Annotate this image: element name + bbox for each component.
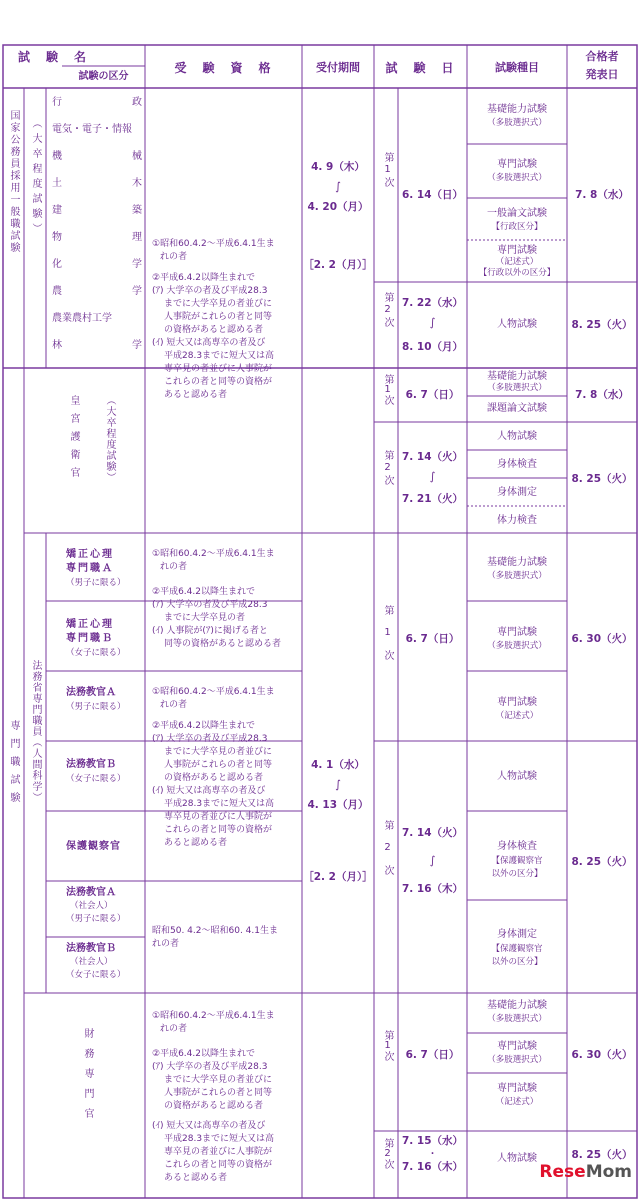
exam-type-name: 専門試験 bbox=[497, 1041, 537, 1052]
elig-line: ②平成6.4.2以降生まれで bbox=[152, 273, 255, 283]
shakaijin-b-name: 法務教官Ｂ bbox=[66, 943, 116, 954]
exam-type-note: 【保護観察官 bbox=[491, 856, 543, 866]
header-result-1: 合格者 bbox=[585, 50, 619, 63]
senmon-reception-extra: ［2. 2（月）］ bbox=[303, 871, 373, 883]
exam-type-name: 身体検査 bbox=[497, 459, 537, 470]
exam-type-name: 身体測定 bbox=[497, 487, 537, 498]
kokka-reception-to: 4. 20（月） bbox=[307, 201, 369, 213]
kokka-second-from: 7. 22（水） bbox=[401, 297, 464, 309]
shakaijin-a-note: （男子に限る） bbox=[66, 914, 126, 924]
exam-type-note: 以外の区分】 bbox=[491, 957, 543, 967]
elig-line: あると認める者 bbox=[164, 390, 228, 400]
elig-line: ①昭和60.4.2～平成6.4.1生ま bbox=[152, 549, 275, 559]
elig-line: までに大学卒見の者 bbox=[164, 613, 246, 623]
kokka-reception-from: 4. 9（木） bbox=[311, 161, 365, 173]
koguu-first-date: 6. 7（日） bbox=[405, 389, 460, 401]
houmu-first-date: 6. 7（日） bbox=[405, 633, 460, 645]
elig-line: の資格があると認める者 bbox=[164, 773, 264, 783]
elig-line: 平成28.3までに短大又は高 bbox=[164, 799, 275, 809]
exam-type-note: （記述式） bbox=[495, 711, 539, 721]
zaimu-first-label: 第1次 bbox=[382, 1030, 393, 1061]
elig-line: の資格があると認める者 bbox=[164, 1101, 264, 1111]
senmon-reception-to: 4. 13（月） bbox=[307, 799, 369, 811]
senmon-reception-sep: ∫ bbox=[335, 778, 341, 791]
exam-type-name: 身体検査 bbox=[497, 841, 537, 852]
division-item: 農業農村工学 bbox=[52, 313, 112, 324]
elig-line: までに大学卒見の者並びに bbox=[164, 1075, 273, 1085]
header-reception: 受付期間 bbox=[316, 61, 360, 74]
koguu-second-result: 8. 25（火） bbox=[571, 473, 633, 485]
exam-type-name: 課題論文試験 bbox=[487, 403, 547, 414]
houmu-second-to: 7. 16（木） bbox=[401, 883, 464, 895]
elig-line: (ｲ) 短大又は高専卒の者及び bbox=[152, 338, 266, 348]
exam-type-name: 基礎能力試験 bbox=[487, 557, 547, 568]
kokka-reception-sep: ∫ bbox=[335, 180, 341, 193]
exam-type-name: 人物試験 bbox=[497, 771, 537, 782]
elig-line: ①昭和60.4.2～平成6.4.1生ま bbox=[152, 1011, 275, 1021]
zaimu-second-label: 第2次 bbox=[382, 1138, 393, 1169]
logo-right: Mom bbox=[585, 1162, 632, 1182]
houmu-group-label: 法務省専門職員（人間科学） bbox=[30, 660, 41, 803]
exam-type-note: 【行政区分】 bbox=[491, 222, 543, 232]
shakaijin-a-name: 法務教官Ａ bbox=[66, 887, 116, 898]
hogo-kansatsukan: 保護観察官 bbox=[66, 841, 121, 852]
header-exam-type: 試験種目 bbox=[495, 61, 539, 74]
elig-line: (ｱ) 大学卒の者及び平成28.3 bbox=[152, 600, 268, 610]
koguu-second-to: 7. 21（火） bbox=[401, 493, 464, 505]
elig-line: ②平成6.4.2以降生まれで bbox=[152, 721, 255, 731]
elig-line: ①昭和60.4.2～平成6.4.1生ま bbox=[152, 239, 275, 249]
exam-type-name: 人物試験 bbox=[497, 431, 537, 442]
kyousei-a-line1: 矯正心理 bbox=[66, 549, 114, 560]
kyousei-a-line2: 専門職Ａ bbox=[66, 563, 114, 574]
division-item: 行 政 bbox=[52, 97, 142, 108]
houmu-first-label: 第1次 bbox=[382, 605, 393, 672]
division-item: 電気・電子・情報 bbox=[52, 124, 132, 135]
exam-type-note: 【行政以外の区分】 bbox=[478, 268, 556, 278]
elig-line: (ｲ) 短大又は高専卒の者及び bbox=[152, 1121, 266, 1131]
kyousei-a-note: （男子に限る） bbox=[66, 578, 126, 588]
zaimu-second-from: 7. 15（水） bbox=[401, 1135, 464, 1147]
kokka-first-date: 6. 14（日） bbox=[401, 189, 464, 201]
kokka-group-label: 国家公務員採用一般職試験 bbox=[8, 110, 19, 254]
exam-type-note: （記述式） bbox=[495, 257, 539, 267]
elig-line: これらの者と同等の資格が bbox=[164, 377, 273, 387]
division-item: 土 木 bbox=[52, 178, 142, 189]
kokka-first-result: 7. 8（水） bbox=[575, 189, 629, 201]
exam-type-note: （記述式） bbox=[495, 1097, 539, 1107]
zaimu-first-result: 6. 30（火） bbox=[571, 1049, 633, 1061]
elig-line: (ｲ) 人事院が(ｱ)に掲げる者と bbox=[152, 626, 268, 636]
resemom-logo bbox=[539, 1162, 632, 1182]
exam-type-name: 専門試験 bbox=[497, 245, 537, 256]
kokka-second-label: 第2次 bbox=[382, 292, 393, 329]
elig-line: までに大学卒見の者並びに bbox=[164, 299, 273, 309]
zaimu-second-type: 人物試験 bbox=[497, 1153, 537, 1164]
elig-line: ①昭和60.4.2～平成6.4.1生ま bbox=[152, 687, 275, 697]
kyousei-b-line2: 専門職Ｂ bbox=[66, 633, 114, 644]
elig-line: これらの者と同等の資格が bbox=[164, 1160, 273, 1170]
senmon-reception-from: 4. 1（水） bbox=[311, 759, 365, 771]
shakaijin-b-sub: （社会人） bbox=[70, 957, 113, 967]
zaimu-second-sep: ・ bbox=[427, 1149, 438, 1160]
elig-line: 平成28.3までに短大又は高 bbox=[164, 351, 275, 361]
exam-type-name: 専門試験 bbox=[497, 697, 537, 708]
exam-type-note: 以外の区分】 bbox=[491, 869, 543, 879]
elig-line: 専卒見の者並びに人事院が bbox=[164, 812, 273, 822]
exam-type-name: 基礎能力試験 bbox=[487, 104, 547, 115]
koguu-name: 皇宮護衛官 bbox=[68, 395, 79, 485]
header-name: 試 験 名 bbox=[17, 50, 88, 64]
kokka-second-sep: ∫ bbox=[429, 316, 436, 329]
division-item: 林 学 bbox=[52, 340, 142, 351]
elig-line: 人事院がこれらの者と同等 bbox=[164, 760, 273, 770]
exam-type-name: 専門試験 bbox=[497, 1083, 537, 1094]
elig-line: れの者 bbox=[160, 1024, 188, 1034]
elig-line: 専卒見の者並びに人事院が bbox=[164, 364, 273, 374]
houmu-second-sep: ∫ bbox=[429, 854, 436, 867]
elig-line: 専卒見の者並びに人事院が bbox=[164, 1147, 273, 1157]
zaimu-name: 財務専門官 bbox=[82, 1028, 93, 1128]
houmu-first-result: 6. 30（火） bbox=[571, 633, 633, 645]
division-item: 物 理 bbox=[52, 232, 142, 243]
kokka-second-result: 8. 25（火） bbox=[571, 319, 633, 331]
elig-line: 平成28.3までに短大又は高 bbox=[164, 1134, 275, 1144]
elig-line: ②平成6.4.2以降生まれで bbox=[152, 1049, 255, 1059]
elig-line: (ｲ) 短大又は高専卒の者及び bbox=[152, 786, 266, 796]
division-item: 機 械 bbox=[52, 151, 142, 162]
exam-type-name: 体力検査 bbox=[497, 515, 537, 526]
koguu-second-label: 第2次 bbox=[382, 450, 393, 487]
exam-type-note: （多肢選択式） bbox=[487, 641, 547, 651]
houmu-second-result: 8. 25（火） bbox=[571, 856, 633, 868]
division-item: 農 学 bbox=[52, 286, 142, 297]
elig-line: 人事院がこれらの者と同等 bbox=[164, 1088, 273, 1098]
houmu-second-from: 7. 14（火） bbox=[401, 827, 464, 839]
elig-line: (ｱ) 大学卒の者及び平成28.3 bbox=[152, 286, 268, 296]
kyoukan-b-name: 法務教官Ｂ bbox=[66, 759, 116, 770]
kokka-reception-extra: ［2. 2（月）］ bbox=[303, 259, 373, 271]
elig-line: れの者 bbox=[160, 700, 188, 710]
exam-type-name: 基礎能力試験 bbox=[487, 1000, 547, 1011]
koguu-second-sep: ∫ bbox=[429, 470, 436, 483]
division-item: 化 学 bbox=[52, 259, 142, 270]
kokka-first-label: 第1次 bbox=[382, 152, 393, 189]
elig-line: までに大学卒見の者並びに bbox=[164, 747, 273, 757]
exam-type-note: （多肢選択式） bbox=[487, 173, 547, 183]
division-item: 建 築 bbox=[52, 205, 142, 216]
koguu-second-from: 7. 14（火） bbox=[401, 451, 464, 463]
kokka-second-type: 人物試験 bbox=[497, 319, 537, 330]
koguu-first-result: 7. 8（水） bbox=[575, 389, 629, 401]
zaimu-second-to: 7. 16（木） bbox=[401, 1161, 464, 1173]
exam-type-note: 【保護観察官 bbox=[491, 944, 543, 954]
shakaijin-a-sub: （社会人） bbox=[70, 901, 113, 911]
header-eligibility: 受 験 資 格 bbox=[174, 61, 273, 75]
kyoukan-a-note: （男子に限る） bbox=[66, 702, 126, 712]
zaimu-first-date: 6. 7（日） bbox=[405, 1049, 460, 1061]
elig-line: (ｱ) 大学卒の者及び平成28.3 bbox=[152, 1062, 268, 1072]
kokka-sub-label: （大卒程度試験） bbox=[30, 118, 41, 238]
elig-line: 昭和50. 4.2～昭和60. 4.1生ま bbox=[152, 926, 278, 936]
exam-type-note: （多肢選択式） bbox=[487, 118, 547, 128]
elig-line: れの者 bbox=[152, 939, 180, 949]
header-result-2: 発表日 bbox=[585, 68, 619, 81]
zaimu-second-result: 8. 25（火） bbox=[571, 1149, 633, 1161]
exam-type-note: （多肢選択式） bbox=[487, 383, 547, 393]
exam-type-name: 一般論文試験 bbox=[487, 208, 547, 219]
exam-type-name: 専門試験 bbox=[497, 159, 537, 170]
kokka-second-to: 8. 10（月） bbox=[401, 341, 464, 353]
exam-type-name: 身体測定 bbox=[497, 929, 537, 940]
houmu-second-label: 第2次 bbox=[382, 820, 393, 887]
kyousei-b-note: （女子に限る） bbox=[66, 648, 126, 658]
elig-line: の資格があると認める者 bbox=[164, 325, 264, 335]
elig-line: ②平成6.4.2以降生まれで bbox=[152, 587, 255, 597]
header-division: 試験の区分 bbox=[78, 71, 129, 82]
kyoukan-b-note: （女子に限る） bbox=[66, 774, 126, 784]
exam-type-name: 基礎能力試験 bbox=[487, 371, 547, 382]
koguu-first-label: 第1次 bbox=[382, 374, 393, 405]
shakaijin-b-note: （女子に限る） bbox=[66, 970, 126, 980]
kyousei-b-line1: 矯正心理 bbox=[66, 619, 114, 630]
elig-line: 同等の資格があると認める者 bbox=[164, 639, 282, 649]
exam-type-name: 専門試験 bbox=[497, 627, 537, 638]
exam-type-note: （多肢選択式） bbox=[487, 571, 547, 581]
koguu-sub: （大卒程度試験） bbox=[104, 395, 115, 483]
logo-left: Rese bbox=[539, 1162, 586, 1182]
elig-line: れの者 bbox=[160, 562, 188, 572]
elig-line: あると認める者 bbox=[164, 838, 228, 848]
exam-type-note: （多肢選択式） bbox=[487, 1055, 547, 1065]
elig-line: れの者 bbox=[160, 252, 188, 262]
header-exam-date: 試 験 日 bbox=[385, 61, 456, 75]
exam-type-note: （多肢選択式） bbox=[487, 1014, 547, 1024]
elig-line: これらの者と同等の資格が bbox=[164, 825, 273, 835]
kyoukan-a-name: 法務教官Ａ bbox=[66, 687, 116, 698]
senmon-group-label: 専門職試験 bbox=[8, 720, 19, 810]
elig-line: (ｱ) 大学卒の者及び平成28.3 bbox=[152, 734, 268, 744]
elig-line: 人事院がこれらの者と同等 bbox=[164, 312, 273, 322]
elig-line: あると認める者 bbox=[164, 1173, 228, 1183]
